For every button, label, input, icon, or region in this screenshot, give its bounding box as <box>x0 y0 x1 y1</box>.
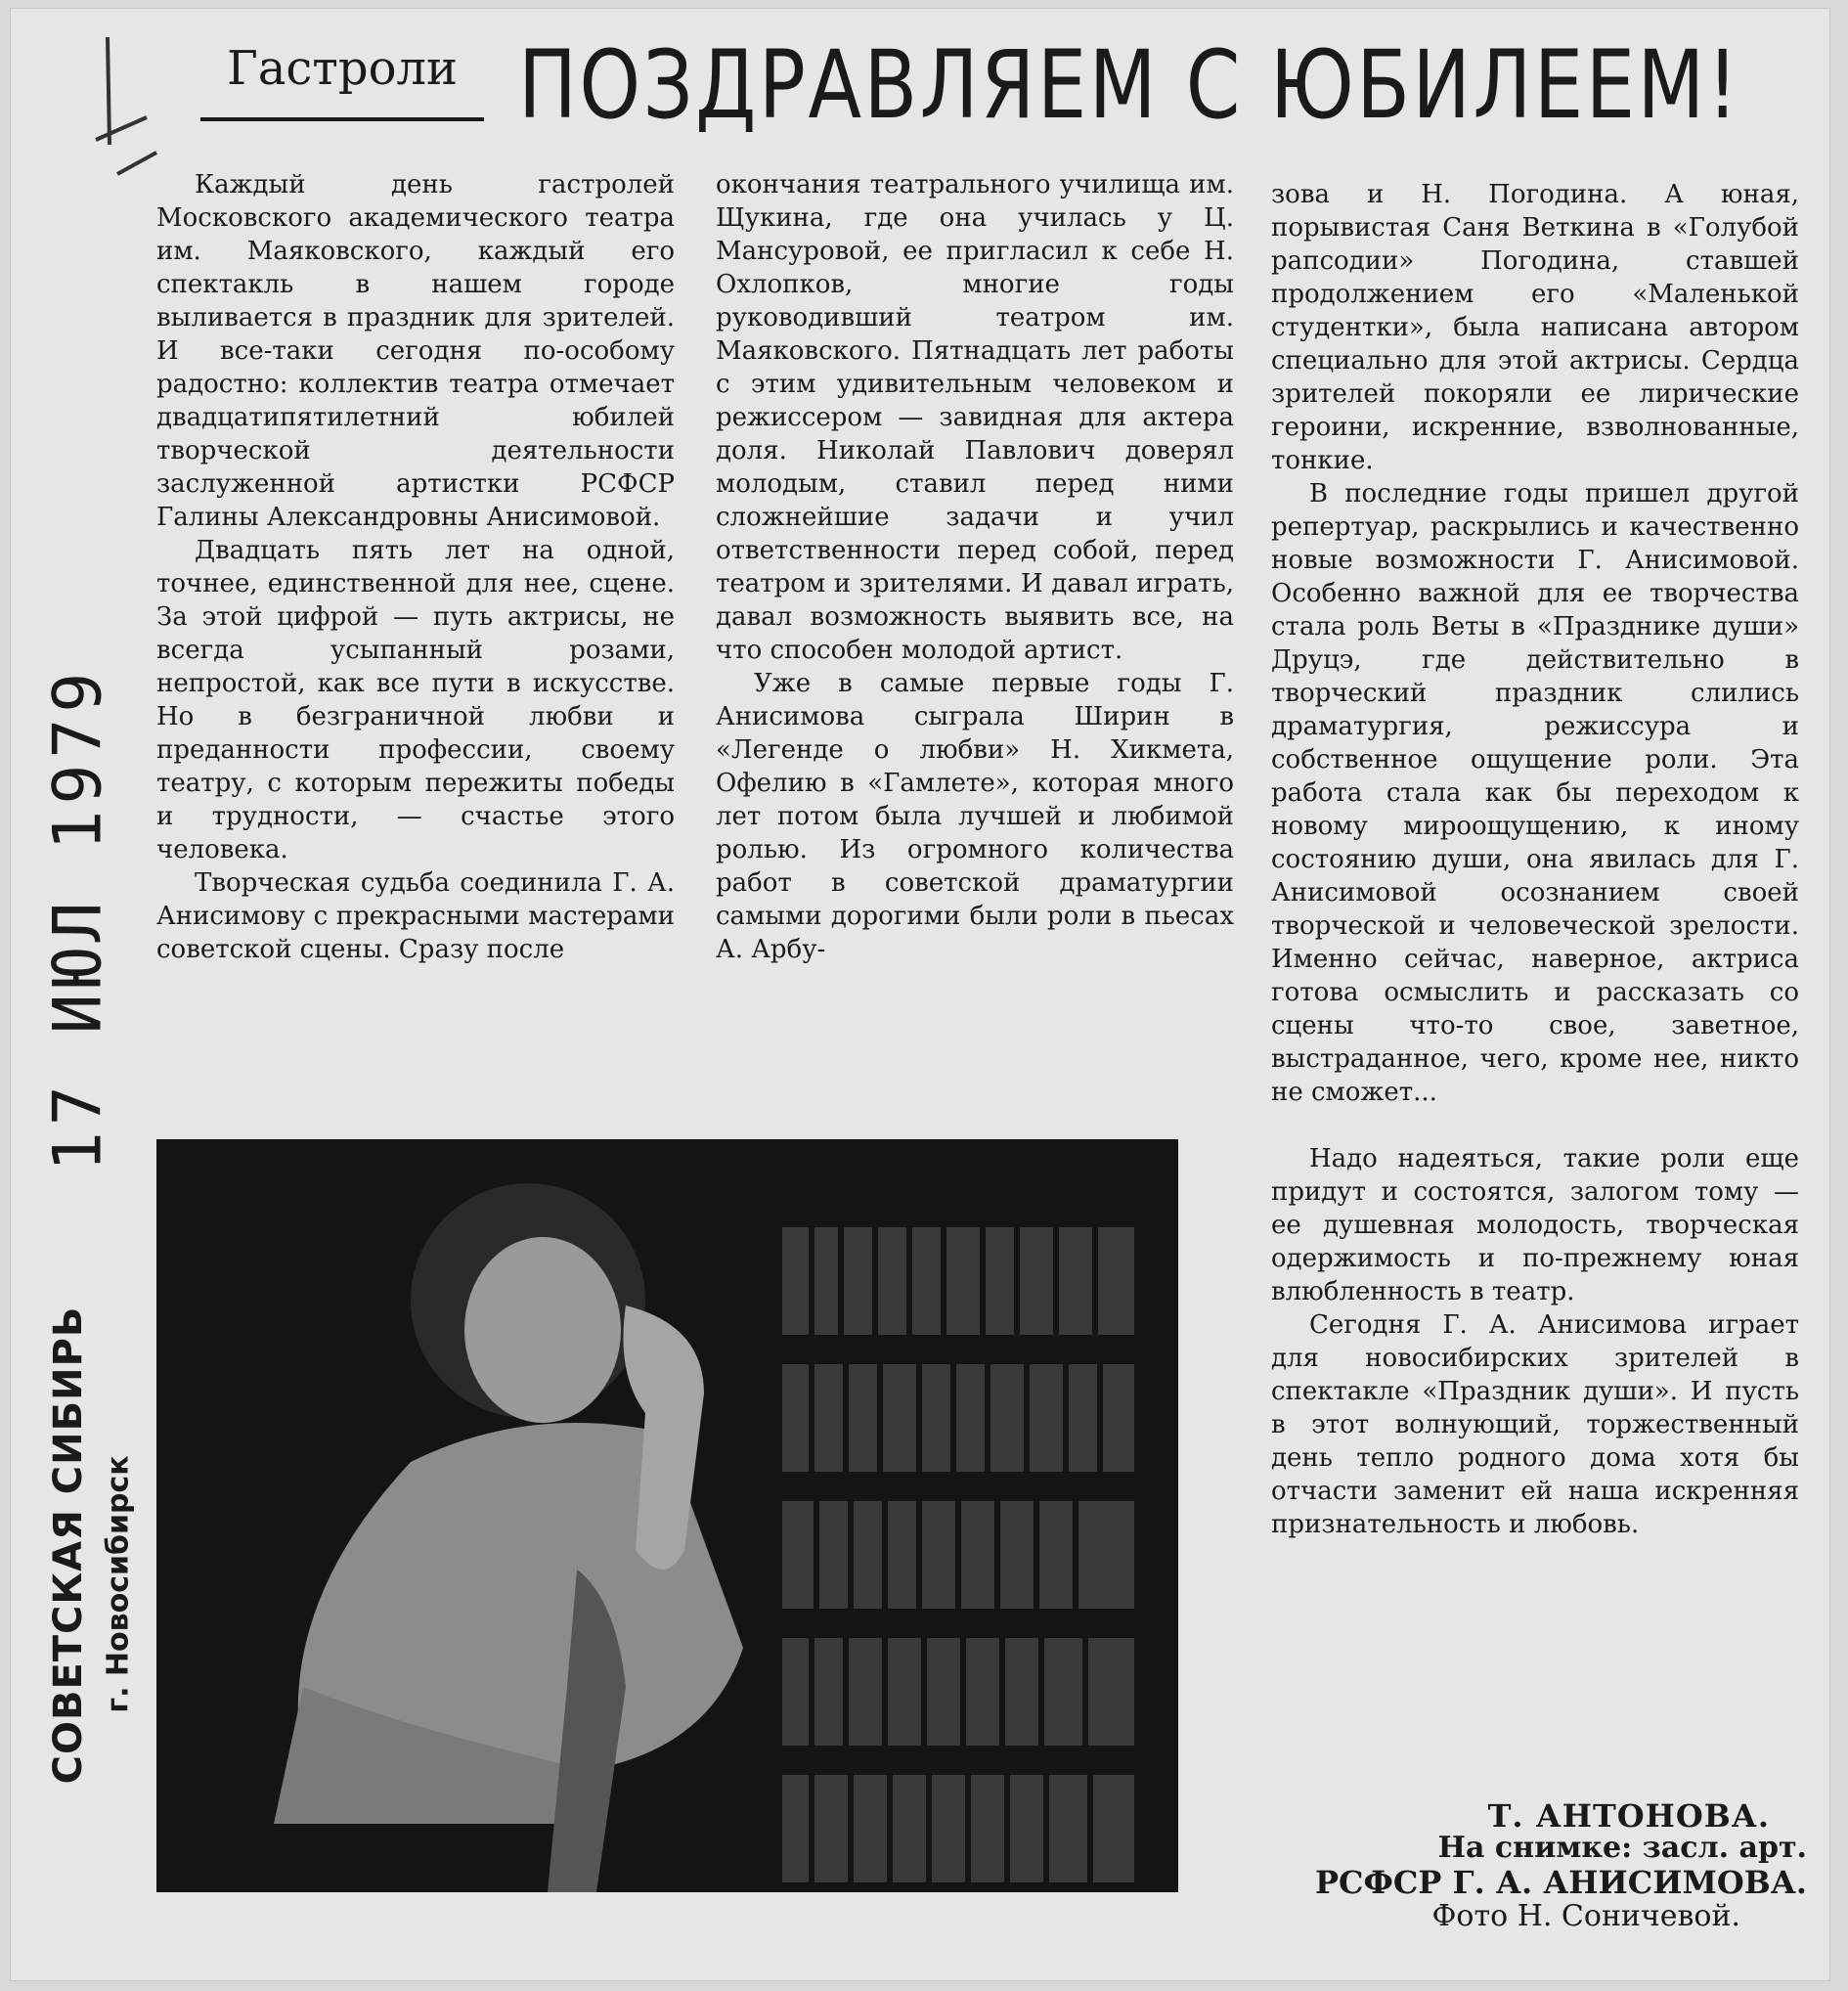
date-stamp <box>29 666 127 1172</box>
paragraph: Двадцать пять лет на одной, точнее, единственной для нее, сцене. За этой цифрой — путь актрисы, не всегда усыпанный розами, непростой, как все пути в искусстве. Но в безграничной любви и преданности профессии, своему театру, с которым пережиты победы и трудности, — счастье этого человека. <box>156 536 675 864</box>
paragraph: В последние годы пришел другой репертуар, раскрылись и качественно новые возможности Г. Анисимовой. Особенно важной для ее творчества стала роль Веты в «Празднике души» Друцэ, где действительно в творческий праздник слились драматургия, режиссура и собственное ощущение роли. Эта работа стала как бы переходом к новому мироощущению, к иному состоянию души, она явилась для Г. Анисимовой осознанием своей творческой и человеческой зрелости. Именно сейчас, наверное, актриса готова осмыслить и рассказать со сцены что-то свое, заветное, выстраданное, чего, кроме нее, никто не сможет... <box>1271 479 1799 1107</box>
paragraph: Каждый день гастролей Московского академического театра им. Маяковского, каждый его спектакль в нашем городе выливается в праздник для зрителей. И все-таки сегодня по-особому радостно: коллектив театра отмечает двадцатипятилетний юбилей творческой деятельности заслуженной артистки РСФСР Галины Александровны Анисимовой. <box>156 170 675 532</box>
pencil-mark <box>78 27 166 184</box>
portrait-photo <box>156 1139 1178 1892</box>
date-stamp-text: 17 ИЮЛ 1979 <box>39 666 117 1172</box>
photo-credit: Фото Н. Соничевой. <box>1431 1899 1740 1933</box>
newspaper-stamp <box>39 1305 98 1785</box>
paragraph: Творческая судьба соединила Г. А. Анисимову с прекрасными мастерами советской сцены. Сразу после <box>156 868 675 964</box>
city-stamp <box>96 1374 141 1794</box>
article-column-2 <box>716 168 1234 1107</box>
photo-illustration <box>156 1139 1178 1892</box>
article-column-1 <box>156 168 675 1107</box>
headline: ПОЗДРАВЛЯЕМ С ЮБИЛЕЕМ! <box>518 30 1741 140</box>
paragraph: Сегодня Г. А. Анисимова играет для новосибирских зрителей в спектакле «Праздник души». И пусть в этот волнующий, торжественный день тепло родного дома хотя бы отчасти заменит ей наша искренняя признательность и любовь. <box>1271 1310 1799 1539</box>
paragraph: окончания театрального училища им. Щукина, где она училась у Ц. Мансуровой, ее пригласил к себе Н. Охлопков, многие годы руководивший театром им. Маяковского. Пятнадцать лет работы с этим удивительным человеком и режиссером — завидная для актера доля. Николай Павлович доверял молодым, ставил перед ними сложнейшие задачи и учил ответственности перед собой, перед театром и зрителями. И давал играть, давал возможность выявить все, на что способен молодой артист. <box>716 170 1234 665</box>
photo-caption-line-1: На снимке: засл. арт. <box>1437 1831 1807 1865</box>
paragraph: Надо надеяться, такие роли еще придут и состоятся, залогом тому — ее душевная молодость, творческая одержимость и по-прежнему юная влюбленность в театр. <box>1271 1144 1799 1306</box>
newspaper-name: СОВЕТСКАЯ СИБИРЬ <box>46 1305 91 1785</box>
article-column-3 <box>1271 178 1799 1821</box>
rubric-label: Гастроли <box>200 29 484 121</box>
paragraph: Уже в самые первые годы Г. Анисимова сыграла Ширин в «Легенде о любви» Н. Хикмета, Офелию в «Гамлете», которая много лет потом была лучшей и любимой ролью. Из огромного количества работ в советской драматургии самыми дорогими были роли в пьесах А. Арбу- <box>716 669 1234 964</box>
city-name: г. Новосибирск <box>101 1455 136 1713</box>
paragraph: зова и Н. Погодина. А юная, порывистая Саня Веткина в «Голубой рапсодии» Погодина, ставшей продолжением его «Маленькой студентки», была написана автором специально для этой актрисы. Сердца зрителей покоряли ее лирические героини, искренние, взволнованные, тонкие. <box>1271 180 1799 475</box>
photo-caption-line-2: РСФСР Г. А. АНИСИМОВА. <box>1314 1864 1807 1901</box>
author-byline: Т. АНТОНОВА. <box>1487 1797 1770 1835</box>
